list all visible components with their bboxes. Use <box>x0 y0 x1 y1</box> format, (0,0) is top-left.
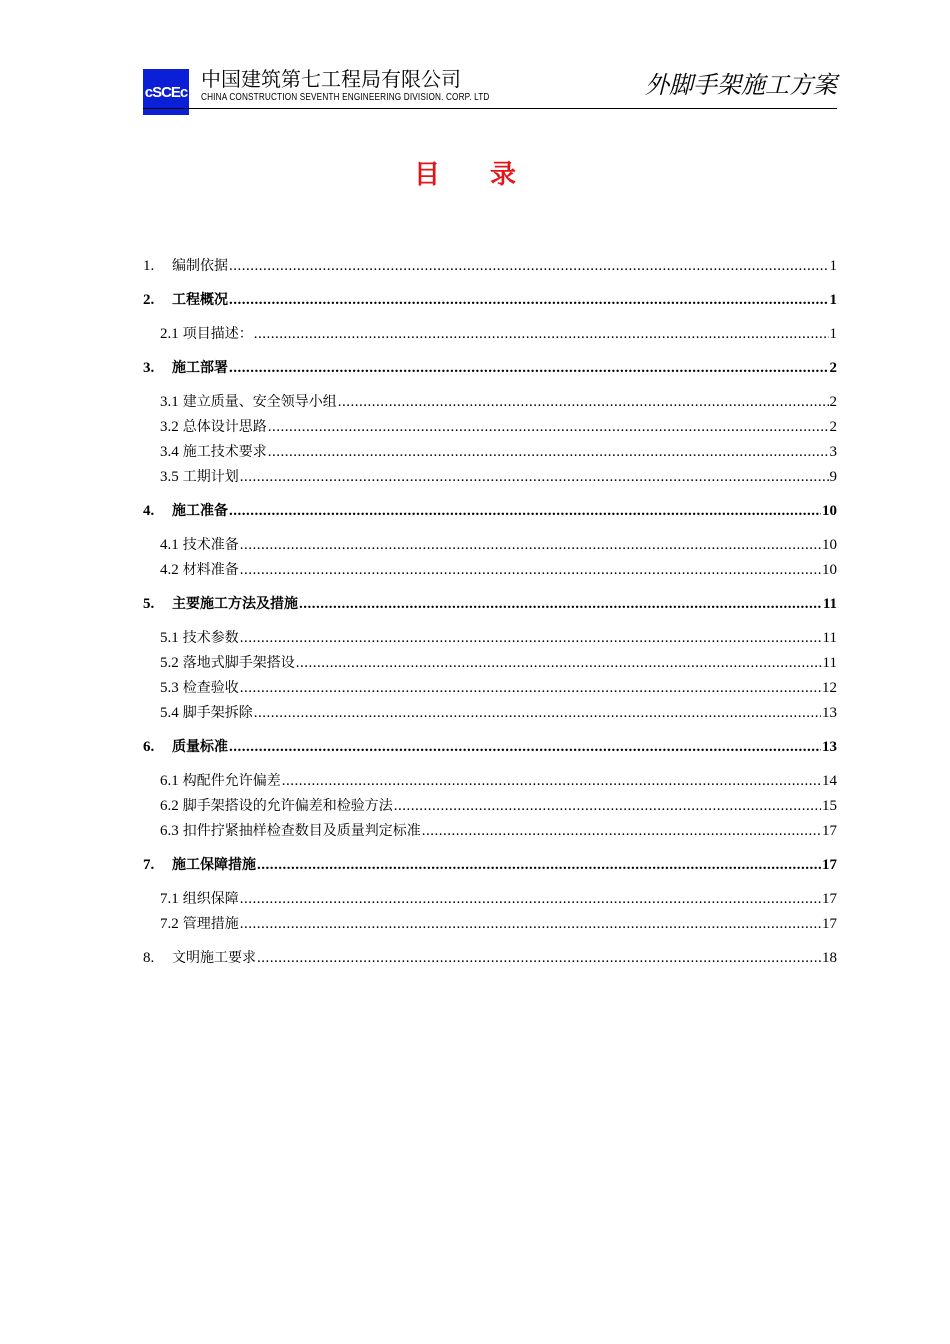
spacer <box>143 487 837 501</box>
toc-entry-label: 扣件拧紧抽样检查数目及质量判定标准 <box>182 823 421 839</box>
toc-entry-page: 17 <box>822 857 837 873</box>
document-title: 外脚手架施工方案 <box>645 71 837 99</box>
toc-entry-label: 质量标准 <box>172 739 228 755</box>
toc-entry-number: 5.1 <box>160 630 179 646</box>
toc-leader-dots <box>240 467 829 487</box>
toc-entry[interactable] <box>143 703 837 723</box>
toc-leader-dots <box>254 703 821 723</box>
spacer <box>143 723 837 737</box>
spacer <box>143 875 837 889</box>
toc-entry-page: 18 <box>822 950 837 966</box>
toc-leader-dots <box>299 594 822 614</box>
toc-entry[interactable] <box>143 442 837 462</box>
toc-entry-page: 12 <box>822 680 837 696</box>
toc-entry[interactable] <box>143 594 837 614</box>
spacer <box>143 276 837 290</box>
toc-entry-label: 管理措施 <box>182 916 239 932</box>
toc-entry-page: 10 <box>822 503 837 519</box>
toc-entry[interactable] <box>143 914 837 934</box>
toc-entry-number: 8. <box>143 950 155 966</box>
toc-entry-label: 项目描述： <box>182 326 253 342</box>
toc-entry-page: 17 <box>822 916 837 932</box>
toc-leader-dots <box>240 678 821 698</box>
toc-entry-page: 11 <box>822 655 837 671</box>
toc-entry-label: 编制依据 <box>172 258 228 274</box>
toc-entry-page: 1 <box>829 326 837 342</box>
toc-leader-dots <box>268 442 829 462</box>
spacer <box>143 841 837 855</box>
toc-entry-number: 7.2 <box>160 916 179 932</box>
toc-entry-page: 17 <box>822 823 837 839</box>
toc-entry[interactable] <box>143 855 837 875</box>
toc-entry[interactable] <box>143 821 837 841</box>
toc-entry-number: 5.4 <box>160 705 179 721</box>
toc-entry-label: 总体设计思路 <box>182 419 267 435</box>
toc-entry-label: 建立质量、安全领导小组 <box>182 394 337 410</box>
toc-entry[interactable] <box>143 653 837 673</box>
toc-entry[interactable] <box>143 417 837 437</box>
toc-entry-page: 11 <box>822 630 837 646</box>
toc-entry-number: 1. <box>143 258 155 274</box>
toc-entry-number: 5. <box>143 596 155 612</box>
toc-entry-label: 组织保障 <box>182 891 239 907</box>
toc-entry-number: 6.2 <box>160 798 179 814</box>
toc-entry-number: 2. <box>143 292 155 308</box>
toc-leader-dots <box>282 771 821 791</box>
spacer <box>143 580 837 594</box>
toc-entry-page: 2 <box>829 394 837 410</box>
page-header <box>143 66 837 110</box>
toc-entry-label: 材料准备 <box>182 562 239 578</box>
toc-entry[interactable] <box>143 678 837 698</box>
toc-entry[interactable] <box>143 358 837 378</box>
toc-entry-page: 10 <box>822 562 837 578</box>
toc-entry-page: 9 <box>829 469 837 485</box>
toc-entry-number: 7. <box>143 857 155 873</box>
toc-entry-page: 2 <box>829 360 837 376</box>
toc-entry[interactable] <box>143 737 837 757</box>
toc-entry-label: 施工保障措施 <box>172 857 256 873</box>
toc-leader-dots <box>296 653 822 673</box>
toc-entry-label: 施工技术要求 <box>182 444 267 460</box>
toc-entry-label: 文明施工要求 <box>172 950 256 966</box>
toc-leader-dots <box>229 737 821 757</box>
spacer <box>143 757 837 771</box>
toc-entry-page: 1 <box>829 292 837 308</box>
spacer <box>143 378 837 392</box>
toc-entry-number: 5.2 <box>160 655 179 671</box>
toc-entry-number: 3.4 <box>160 444 179 460</box>
toc-leader-dots <box>229 290 829 310</box>
toc-entry[interactable] <box>143 560 837 580</box>
toc-entry-label: 技术参数 <box>182 630 239 646</box>
toc-entry-number: 3.1 <box>160 394 179 410</box>
toc-entry[interactable] <box>143 467 837 487</box>
toc-entry-label: 构配件允许偏差 <box>182 773 281 789</box>
toc-entry-page: 13 <box>822 705 837 721</box>
toc-entry-number: 6.1 <box>160 773 179 789</box>
toc-entry-number: 4.2 <box>160 562 179 578</box>
toc-entry-label: 工程概况 <box>172 292 228 308</box>
toc-entry-page: 17 <box>822 891 837 907</box>
toc-entry-page: 11 <box>822 596 837 612</box>
toc-entry-page: 3 <box>829 444 837 460</box>
toc-leader-dots <box>229 358 829 378</box>
toc-entry-page: 10 <box>822 537 837 553</box>
toc-entry-number: 6. <box>143 739 155 755</box>
company-name-block <box>201 66 553 104</box>
toc-entry[interactable] <box>143 796 837 816</box>
toc-leader-dots <box>240 914 821 934</box>
toc-leader-dots <box>394 796 821 816</box>
toc-entry-label: 脚手架搭设的允许偏差和检验方法 <box>182 798 393 814</box>
toc-entry-number: 4.1 <box>160 537 179 553</box>
toc-entry-number: 3.5 <box>160 469 179 485</box>
toc-entry-label: 检查验收 <box>182 680 239 696</box>
toc-leader-dots <box>422 821 821 841</box>
toc-leader-dots <box>240 889 821 909</box>
toc-entry[interactable] <box>143 501 837 521</box>
toc-leader-dots <box>240 628 822 648</box>
spacer <box>143 310 837 324</box>
toc-leader-dots <box>240 560 821 580</box>
header-divider <box>143 108 837 109</box>
toc-entry[interactable] <box>143 535 837 555</box>
spacer <box>143 614 837 628</box>
company-name-cn: 中国建筑第七工程局有限公司 <box>201 67 461 91</box>
toc-entry[interactable] <box>143 771 837 791</box>
toc-entry-page: 2 <box>829 419 837 435</box>
toc-entry-number: 3.2 <box>160 419 179 435</box>
toc-leader-dots <box>338 392 829 412</box>
toc-entry-label: 技术准备 <box>182 537 239 553</box>
toc-entry-number: 2.1 <box>160 326 179 342</box>
table-of-contents <box>143 256 837 968</box>
toc-entry-label: 主要施工方法及措施 <box>172 596 298 612</box>
toc-leader-dots <box>268 417 829 437</box>
toc-leader-dots <box>257 855 821 875</box>
toc-entry-label: 脚手架拆除 <box>182 705 253 721</box>
toc-title: 目录 <box>413 160 566 190</box>
toc-entry[interactable] <box>143 628 837 648</box>
toc-leader-dots <box>254 324 829 344</box>
company-name-en: CHINA CONSTRUCTION SEVENTH ENGINEERING DIVISION. CORP. LTD <box>201 92 490 103</box>
toc-entry-label: 落地式脚手架搭设 <box>182 655 295 671</box>
spacer <box>143 521 837 535</box>
toc-entry-number: 5.3 <box>160 680 179 696</box>
toc-entry-label: 工期计划 <box>182 469 239 485</box>
toc-entry-page: 15 <box>822 798 837 814</box>
toc-entry-label: 施工部署 <box>172 360 228 376</box>
toc-leader-dots <box>240 535 821 555</box>
toc-entry[interactable] <box>143 392 837 412</box>
toc-entry-number: 7.1 <box>160 891 179 907</box>
toc-entry[interactable] <box>143 290 837 310</box>
toc-leader-dots <box>229 501 821 521</box>
toc-entry-number: 6.3 <box>160 823 179 839</box>
toc-entry[interactable] <box>143 324 837 344</box>
spacer <box>143 934 837 948</box>
logo-text: cSCEc <box>144 83 188 101</box>
toc-entry-number: 3. <box>143 360 155 376</box>
toc-entry-page: 1 <box>829 258 837 274</box>
toc-entry[interactable] <box>143 889 837 909</box>
toc-entry[interactable] <box>143 256 837 276</box>
toc-entry-number: 4. <box>143 503 155 519</box>
toc-entry-page: 14 <box>822 773 837 789</box>
toc-leader-dots <box>229 256 829 276</box>
toc-entry[interactable] <box>143 948 837 968</box>
toc-entry-label: 施工准备 <box>172 503 228 519</box>
spacer <box>143 344 837 358</box>
toc-leader-dots <box>257 948 821 968</box>
toc-entry-page: 13 <box>822 739 837 755</box>
